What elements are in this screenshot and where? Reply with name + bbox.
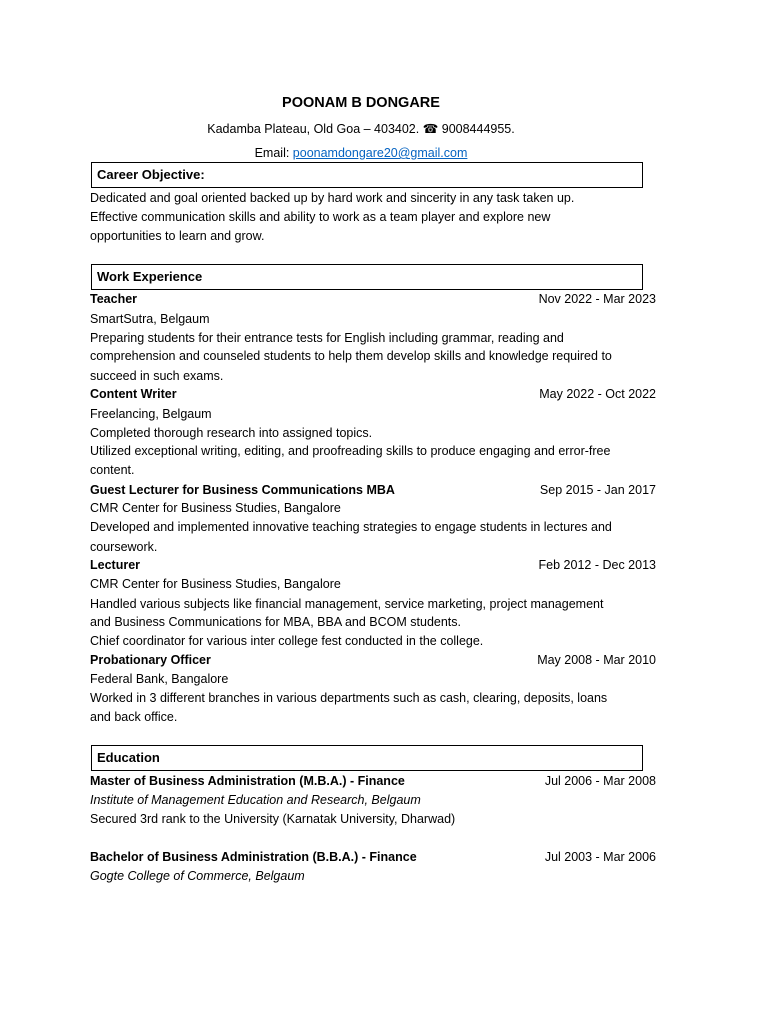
- job-title: Content Writer: [90, 387, 177, 401]
- degree-title: Master of Business Administration (M.B.A.) - Finance: [90, 774, 405, 788]
- job-dates: Nov 2022 - Mar 2023: [538, 292, 656, 306]
- degree-dates: Jul 2003 - Mar 2006: [544, 850, 656, 864]
- work-experience-heading: Work Experience: [91, 264, 643, 290]
- job-organization: CMR Center for Business Studies, Bangalore: [90, 501, 341, 515]
- career-objective-heading: Career Objective:: [91, 162, 643, 188]
- objective-line: opportunities to learn and grow.: [90, 229, 265, 243]
- job-organization: CMR Center for Business Studies, Bangalore: [90, 577, 341, 591]
- job-title: Teacher: [90, 292, 138, 306]
- degree-note: Secured 3rd rank to the University (Karnatak University, Dharwad): [90, 812, 456, 826]
- email-link[interactable]: poonamdongare20@gmail.com: [292, 146, 468, 160]
- job-description-line: and back office.: [90, 710, 178, 724]
- email-label: Email:: [254, 146, 293, 160]
- job-description-line: Utilized exceptional writing, editing, and proofreading skills to produce engaging and error-free: [90, 444, 611, 458]
- objective-line: Effective communication skills and ability to work as a team player and explore new: [90, 210, 551, 224]
- job-dates: May 2008 - Mar 2010: [537, 653, 656, 667]
- job-description-line: and Business Communications for MBA, BBA and BCOM students.: [90, 615, 462, 629]
- contact-email-line: [0, 144, 722, 162]
- objective-line: Dedicated and goal oriented backed up by hard work and sincerity in any task taken up.: [90, 191, 575, 205]
- job-title: Probationary Officer: [90, 653, 211, 667]
- job-description-line: succeed in such exams.: [90, 369, 224, 383]
- job-dates: Sep 2015 - Jan 2017: [539, 483, 656, 497]
- job-dates: Feb 2012 - Dec 2013: [538, 558, 656, 572]
- institute-name: Institute of Management Education and Research, Belgaum: [90, 793, 421, 807]
- job-description-line: Developed and implemented innovative teaching strategies to engage students in lectures and: [90, 520, 612, 534]
- job-dates: May 2022 - Oct 2022: [539, 387, 656, 401]
- job-description-line: Handled various subjects like financial management, service marketing, project management: [90, 597, 604, 611]
- job-title: Guest Lecturer for Business Communications MBA: [90, 483, 395, 497]
- degree-title: Bachelor of Business Administration (B.B.A.) - Finance: [90, 850, 417, 864]
- job-organization: SmartSutra, Belgaum: [90, 312, 210, 326]
- job-description-line: Completed thorough research into assigned topics.: [90, 426, 373, 440]
- candidate-name: POONAM B DONGARE: [282, 95, 440, 111]
- job-description-line: Chief coordinator for various inter college fest conducted in the college.: [90, 634, 484, 648]
- contact-address: Kadamba Plateau, Old Goa – 403402. ☎ 9008444955.: [207, 122, 515, 136]
- job-description-line: coursework.: [90, 540, 158, 554]
- degree-dates: Jul 2006 - Mar 2008: [544, 774, 656, 788]
- job-organization: Federal Bank, Bangalore: [90, 672, 229, 686]
- institute-name: Gogte College of Commerce, Belgaum: [90, 869, 305, 883]
- job-description-line: content.: [90, 463, 135, 477]
- job-description-line: comprehension and counseled students to help them develop skills and knowledge required to: [90, 349, 612, 363]
- job-organization: Freelancing, Belgaum: [90, 407, 212, 421]
- education-heading: Education: [91, 745, 643, 771]
- job-description-line: Preparing students for their entrance tests for English including grammar, reading and: [90, 331, 564, 345]
- job-title: Lecturer: [90, 558, 141, 572]
- job-description-line: Worked in 3 different branches in various departments such as cash, clearing, deposits, loans: [90, 691, 608, 705]
